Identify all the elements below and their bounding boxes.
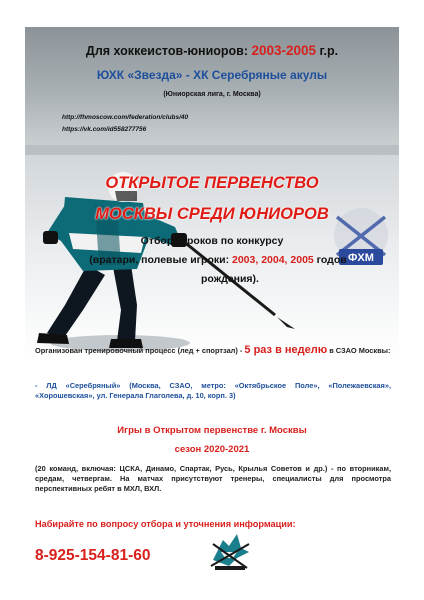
contact-phone[interactable]: 8-925-154-81-60 bbox=[35, 547, 151, 564]
fhm-logo: ФХМ bbox=[348, 252, 374, 264]
rink-address: - ЛД «Серебряный» (Москва, СЗАО, метро: «Октябрьское Поле», «Полежаевская», «Хорошевская», ул. Генерала Глаголева, д. 10, корп. 3) bbox=[35, 381, 391, 400]
selection-years: 2003, 2004, 2005 bbox=[232, 254, 314, 266]
selection-line-2 bbox=[31, 254, 399, 266]
vk-link[interactable]: https://vk.com/id558277756 bbox=[62, 126, 147, 133]
selection-positions: (вратари, полевые игроки: bbox=[89, 254, 232, 266]
games-heading-1: Игры в Открытом первенстве г. Москвы bbox=[117, 425, 307, 436]
training-paragraph bbox=[35, 345, 391, 356]
flyer-page bbox=[25, 27, 399, 573]
audience-prefix: Для хоккеистов-юниоров: bbox=[85, 44, 252, 58]
league-line: (Юниорская лига, г. Москва) bbox=[163, 91, 261, 98]
title-line-2: МОСКВЫ СРЕДИ ЮНИОРОВ bbox=[95, 205, 329, 223]
teams-line: ЮХК «Звезда» - ХК Серебряные акулы bbox=[96, 68, 328, 82]
training-text: Организован тренировочный процесс (лед + спортзал) - bbox=[35, 346, 245, 355]
training-location-intro: в СЗАО Москвы: bbox=[327, 346, 391, 355]
shark-logo bbox=[207, 530, 253, 572]
federation-link[interactable]: http://fhmoscow.com/federation/clubs/40 bbox=[62, 114, 189, 121]
selection-years-suffix: годов bbox=[313, 254, 347, 266]
training-frequency: 5 раз в неделю bbox=[244, 344, 328, 356]
contact-call: Набирайте по вопросу отбора и уточнения информации: bbox=[35, 519, 296, 529]
selection-line-1: Отбор игроков по конкурсу bbox=[140, 235, 284, 247]
selection-line-3: рождения). bbox=[201, 273, 259, 285]
audience-suffix: г.р. bbox=[316, 44, 339, 58]
title-line-1: ОТКРЫТОЕ ПЕРВЕНСТВО bbox=[105, 174, 319, 192]
games-heading-2: сезон 2020-2021 bbox=[174, 444, 250, 455]
audience-line bbox=[25, 43, 399, 58]
audience-years: 2003-2005 bbox=[251, 43, 317, 58]
games-details: (20 команд, включая: ЦСКА, Динамо, Спартак, Русь, Крылья Советов и др.) - по вторникам, средам, четвергам. На матчах присутствуют тренеры, специалисты для просмотра перспективных ребят в МХЛ, ВХЛ. bbox=[35, 464, 391, 493]
